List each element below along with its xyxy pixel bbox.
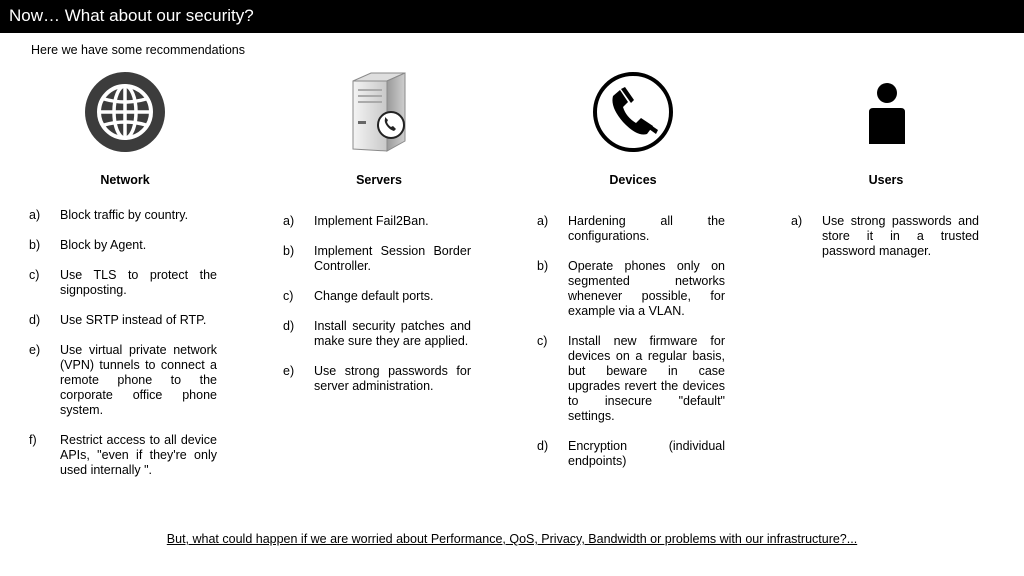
list-marker: a): [29, 208, 41, 222]
list-marker: a): [791, 214, 803, 228]
globe-icon: [84, 71, 166, 153]
page-title: Now… What about our security?: [9, 6, 254, 25]
list-marker: b): [283, 244, 295, 258]
list-item: [283, 319, 471, 349]
list-item: [537, 334, 725, 424]
list-marker: c): [537, 334, 548, 348]
list-item-text: Install new firmware for devices on a regular basis, but beware in case upgrades revert the devices to insecure "default" settings.: [568, 334, 725, 423]
list-item-text: Use strong passwords for server administration.: [314, 364, 471, 393]
network-list: [29, 208, 217, 493]
list-item-text: Block traffic by country.: [60, 208, 189, 222]
list-item-text: Use virtual private network (VPN) tunnels to connect a remote phone to the corporate office phone system.: [60, 343, 217, 417]
servers-list: [283, 214, 471, 409]
list-item: [283, 244, 471, 274]
list-item-text: Install security patches and make sure they are applied.: [314, 319, 471, 348]
list-marker: a): [537, 214, 549, 228]
list-item: [29, 268, 217, 298]
list-item: [537, 259, 725, 319]
list-item-text: Use TLS to protect the signposting.: [60, 268, 217, 297]
list-item-text: Implement Session Border Controller.: [314, 244, 471, 273]
heading-servers: Servers: [356, 173, 402, 187]
list-item: [29, 238, 217, 253]
title-bar: [0, 0, 1024, 33]
list-item-text: Encryption (individual endpoints): [568, 439, 725, 468]
list-item: [29, 433, 217, 478]
devices-list: [537, 214, 725, 484]
list-item-text: Use strong passwords and store it in a trusted password manager.: [822, 214, 979, 258]
list-marker: f): [29, 433, 37, 447]
list-item: [29, 208, 217, 223]
list-item-text: Use SRTP instead of RTP.: [60, 313, 207, 327]
list-item: [29, 343, 217, 418]
list-marker: c): [29, 268, 40, 282]
list-item-text: Change default ports.: [314, 289, 434, 303]
list-marker: e): [283, 364, 295, 378]
list-marker: d): [537, 439, 549, 453]
list-marker: b): [537, 259, 549, 273]
list-item-text: Restrict access to all device APIs, "even if they're only used internally ".: [60, 433, 217, 477]
list-marker: e): [29, 343, 41, 357]
list-item-text: Operate phones only on segmented networks whenever possible, for example via a VLAN.: [568, 259, 725, 318]
list-item: [537, 214, 725, 244]
users-list: [791, 214, 979, 274]
list-marker: c): [283, 289, 294, 303]
heading-network: Network: [100, 173, 150, 187]
list-item: [283, 289, 471, 304]
page-subtitle: Here we have some recommendations: [31, 43, 245, 57]
footer-text: But, what could happen if we are worried about Performance, QoS, Privacy, Bandwidth or problems with our infrastructure?...: [166, 532, 858, 546]
list-marker: a): [283, 214, 295, 228]
list-item-text: Implement Fail2Ban.: [314, 214, 429, 228]
list-item: [283, 214, 471, 229]
heading-devices: Devices: [609, 173, 657, 187]
list-item-text: Hardening all the configurations.: [568, 214, 725, 243]
list-item-text: Block by Agent.: [60, 238, 147, 252]
list-marker: d): [283, 319, 295, 333]
heading-users: Users: [868, 173, 904, 187]
list-item: [29, 313, 217, 328]
list-item: [283, 364, 471, 394]
list-item: [537, 439, 725, 469]
list-marker: b): [29, 238, 41, 252]
footer-question: [0, 532, 1024, 546]
server-icon: [349, 71, 409, 153]
user-icon: [867, 82, 907, 144]
list-marker: d): [29, 313, 41, 327]
phone-icon: [592, 71, 674, 153]
list-item: [791, 214, 979, 259]
